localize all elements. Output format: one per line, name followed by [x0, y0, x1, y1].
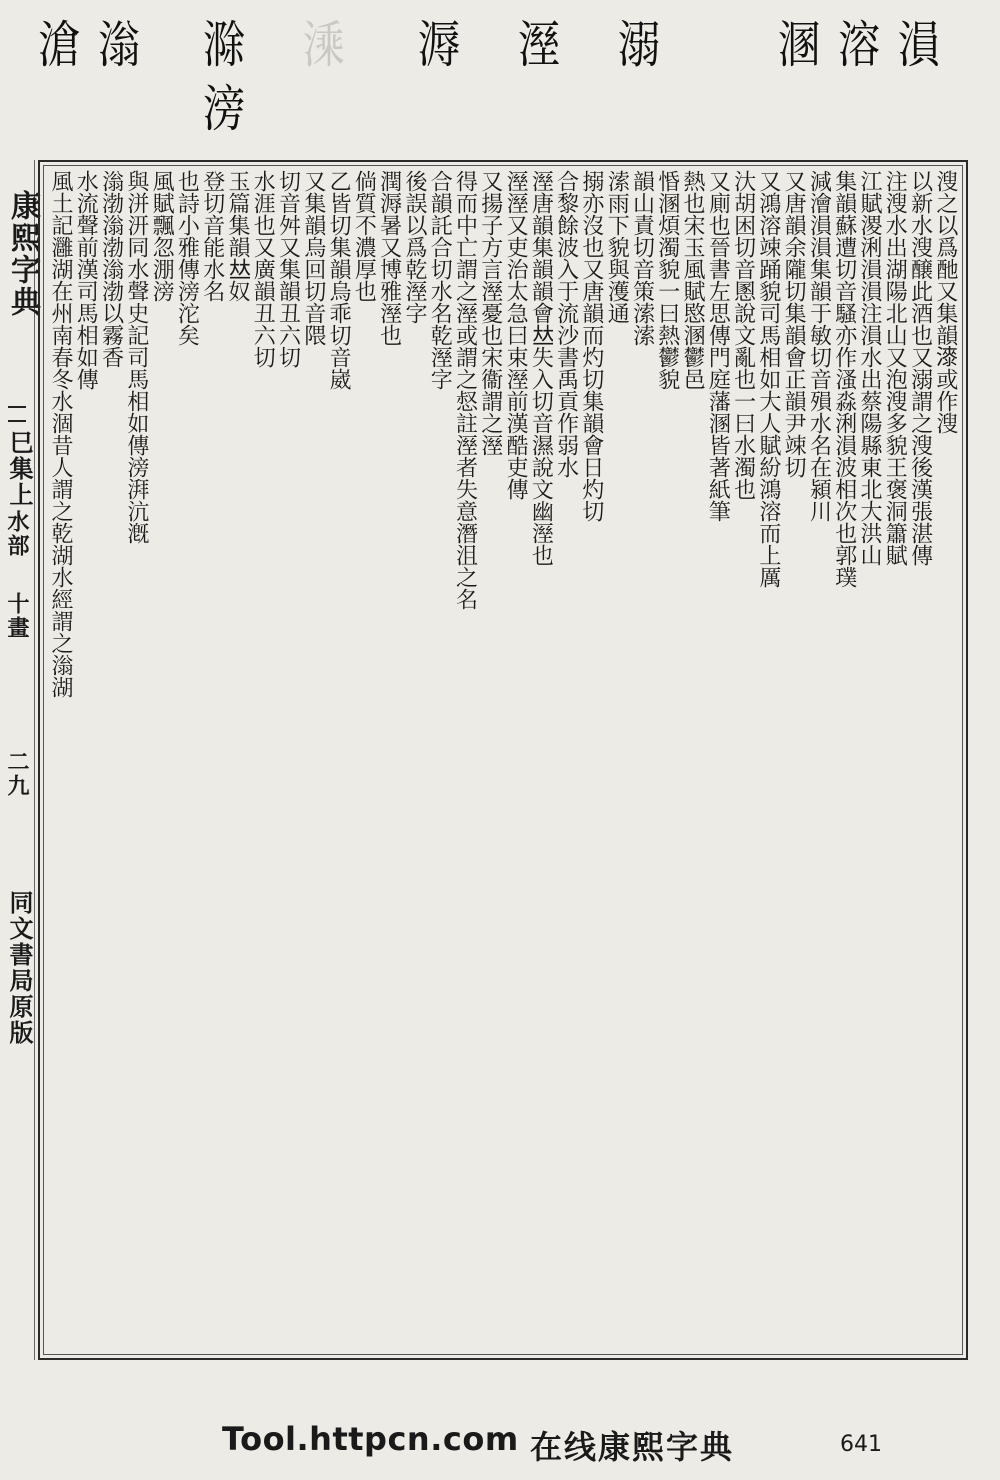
radical-label: 水部 — [4, 510, 30, 558]
seal-char: 溺 — [617, 16, 661, 74]
seal-group-3 — [295, 10, 353, 72]
text-column: 熱也宋玉風賦愍溷鬱邑 — [680, 170, 706, 390]
text-column: 溹雨下貌與濩通 — [604, 170, 630, 324]
text-column: 倘質不濃厚也 — [351, 170, 377, 302]
site-name: 在线康熙字典 — [530, 1428, 735, 1466]
text-column: 潤溽暑又博雅溼也 — [376, 170, 402, 346]
seal-char: 滄 — [37, 16, 81, 74]
seal-script-header — [30, 10, 970, 150]
book-title: 康熙字典 — [5, 190, 40, 318]
text-column: 後誤以爲乾溼字 — [401, 170, 427, 324]
left-margin — [0, 160, 40, 1360]
text-column: 江賦溭浰溳溳注溳水出蔡陽縣東北大洪山 — [857, 170, 882, 566]
text-column: 又揚子方言溼憂也宋衞謂之溼 — [477, 170, 503, 456]
seal-char: 溗 — [302, 16, 346, 74]
text-column: 汏胡困切音慁說文亂也一曰水濁也 — [730, 170, 756, 500]
text-column: 切音舛又集韻丑六切 — [275, 170, 301, 368]
text-column: 滃渤滃渤滃渤以霧香 — [98, 170, 124, 368]
text-column: 溼唐韻集韻韻會𠀤失入切音濕說文幽溼也 — [528, 170, 554, 566]
text-column: 減澮溳溳集韻于敏切音殞水名在潁川 — [806, 170, 832, 522]
text-column: 風賦飄忽淜滂 — [149, 170, 175, 302]
dictionary-text-frame — [38, 160, 968, 1360]
text-column: 又集韻烏回切音隈 — [300, 170, 326, 346]
page-number: 641 — [840, 1432, 882, 1457]
text-column: 登切音能水名 — [199, 170, 225, 302]
volume-label: 巳集上 — [5, 430, 34, 508]
seal-char: 滂 — [202, 80, 246, 138]
text-column: 溼溼又吏治太急曰束溼前漢酷吏傳 — [503, 170, 529, 500]
publisher-label: 同文書局原版 — [5, 890, 34, 1046]
seal-group-1 — [30, 10, 148, 72]
text-column: 水流聲前漢司馬相如傳 — [73, 170, 99, 390]
text-column: 以新水溲醸此酒也又溺謂之溲後漢張湛傳 — [907, 170, 933, 566]
footer — [0, 1420, 1000, 1480]
text-column: 與洴汧同水聲史記司馬相如傳滂湃沆漑 — [123, 170, 149, 544]
text-column: 風土記灉湖在州南春冬水涸昔人謂之乾湖水經謂之滃湖 — [48, 170, 73, 698]
seal-char: 溽 — [417, 16, 461, 74]
seal-char: 溼 — [517, 16, 561, 74]
text-column: 搦亦沒也又唐韻而灼切集韻會日灼切 — [578, 170, 604, 522]
seal-char: 溷 — [777, 16, 821, 74]
text-column: 又廁也晉書左思傳門庭藩溷皆著紙筆 — [705, 170, 731, 522]
text-column: 韻山責切音策溹溹 — [629, 170, 655, 346]
text-column: 也詩小雅傳滂沱矣 — [174, 170, 200, 346]
seal-group-4 — [410, 10, 568, 72]
text-column: 注溲水出湖陽北山又泡溲多貌王褒洞簫賦 — [882, 170, 908, 566]
text-column: 又唐韻余隴切集韻會正韻尹竦切 — [781, 170, 807, 478]
text-column: 合黎餘波入于流沙書禹貢作弱水 — [553, 170, 579, 478]
seal-char: 滃 — [97, 16, 141, 74]
text-column: 又鴻溶竦踊貌司馬相如大人賦紛鴻溶而上厲 — [755, 170, 781, 588]
text-column: 惛溷煩濁貌一曰熱鬱貌 — [654, 170, 680, 390]
seal-char: 溶 — [837, 16, 881, 74]
seal-group-2 — [195, 10, 253, 136]
text-column: 乙皆切集韻烏乖切音崴 — [326, 170, 352, 390]
seal-char: 溳 — [897, 16, 941, 74]
text-column: 合韻託合切水名乾溼字 — [427, 170, 453, 390]
text-column: 溲之以爲酏又集韻𣾰或作溲 — [932, 170, 958, 434]
text-columns — [48, 170, 958, 1350]
strokes-label: 十畫 — [4, 592, 30, 640]
text-column: 得而中亡謂之溼或謂之惄註溼者失意潛沮之名 — [452, 170, 478, 610]
text-column: 玉篇集韻𠀤奴 — [224, 170, 250, 302]
double-rule-divider — [8, 406, 26, 422]
margin-page-number: 二九 — [4, 750, 30, 798]
seal-char: 滁 — [202, 16, 246, 74]
text-column: 集韻蘇遭切音騷亦作溞淼浰溳波相次也郭璞 — [831, 170, 857, 588]
site-url[interactable]: Tool.httpcn.com — [222, 1420, 519, 1458]
seal-group-5 — [610, 10, 668, 72]
text-column: 水涯也又廣韻丑六切 — [250, 170, 276, 368]
seal-group-6 — [770, 10, 948, 72]
